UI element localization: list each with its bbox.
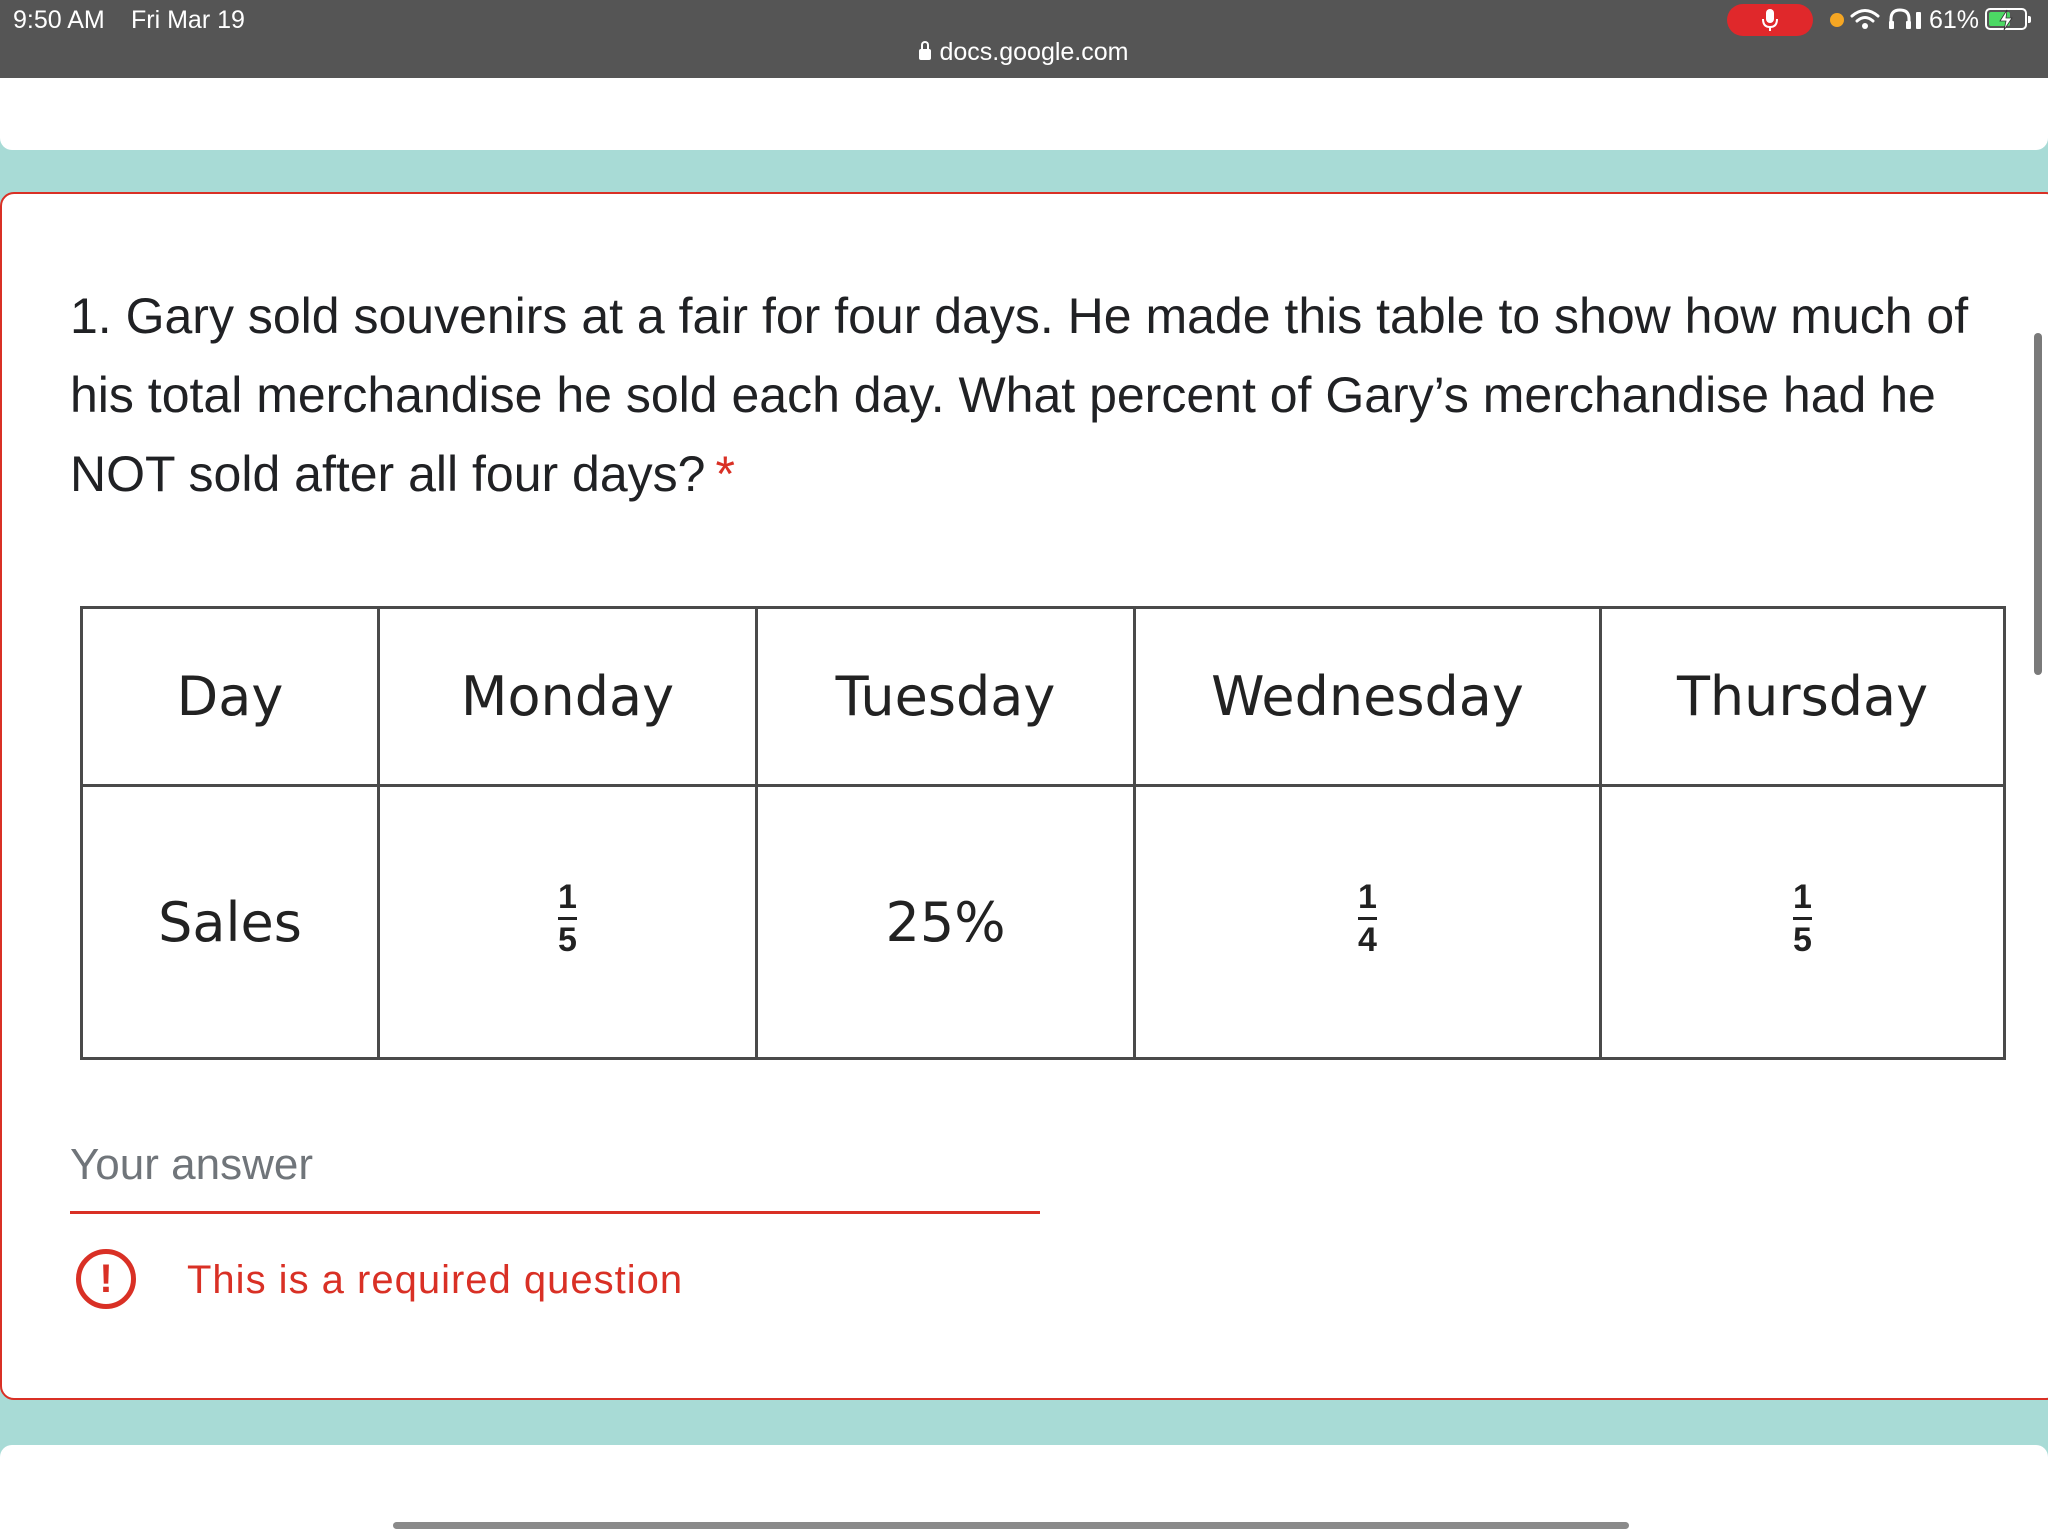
- charging-bolt-icon: [1998, 9, 2014, 31]
- privacy-dot-icon: [1830, 13, 1844, 27]
- question-text: 1. Gary sold souvenirs at a fair for four days. He made this table to show how much of his total merchandise he sold each day. What percent of Gary’s merchandise had he NOT sold after all four days?: [70, 288, 1969, 502]
- battery-nub: [2028, 16, 2031, 23]
- table-sales-row: [82, 786, 2005, 1059]
- table-cell-tuesday: Tuesday: [757, 608, 1135, 786]
- status-date: Fri Mar 19: [131, 6, 245, 34]
- table-cell-tuesday-sales: 25%: [757, 786, 1135, 1059]
- required-asterisk: *: [715, 446, 735, 502]
- fraction-numerator: 1: [1358, 878, 1377, 916]
- table-cell-thursday-sales: [1601, 786, 2005, 1059]
- table-cell-wednesday-sales: [1135, 786, 1601, 1059]
- home-indicator[interactable]: [393, 1522, 1629, 1529]
- url-text: docs.google.com: [939, 38, 1129, 66]
- address-bar[interactable]: [0, 38, 2048, 67]
- error-icon: !: [76, 1249, 136, 1309]
- fraction-numerator: 1: [1793, 878, 1812, 916]
- status-time: 9:50 AM: [13, 6, 105, 34]
- table-cell-sales-label: Sales: [82, 786, 379, 1059]
- scrollbar[interactable]: [2034, 333, 2042, 675]
- answer-underline: [70, 1211, 1040, 1214]
- status-bar: [0, 0, 2048, 78]
- fraction-denominator: 5: [1793, 917, 1812, 957]
- lock-icon: [919, 49, 931, 60]
- error-message: This is a required question: [187, 1258, 684, 1302]
- microphone-indicator: [1727, 4, 1813, 36]
- question-title: [70, 277, 1990, 514]
- fraction: [1793, 880, 1812, 957]
- headphones-icon: [1888, 8, 1924, 30]
- table-cell-thursday: Thursday: [1601, 608, 2005, 786]
- fraction-denominator: 4: [1358, 917, 1377, 957]
- table-cell-monday-sales: [379, 786, 757, 1059]
- fraction-denominator: 5: [558, 917, 577, 957]
- battery-icon: [1985, 8, 2027, 30]
- wifi-icon: [1850, 8, 1880, 30]
- answer-input[interactable]: Your answer: [70, 1140, 313, 1189]
- table-cell-day-label: Day: [82, 608, 379, 786]
- table-cell-monday: Monday: [379, 608, 757, 786]
- table-header-row: [82, 608, 2005, 786]
- fraction-numerator: 1: [558, 878, 577, 916]
- fraction: [1358, 880, 1377, 957]
- fraction: [558, 880, 577, 957]
- previous-card: [0, 78, 2048, 150]
- table-cell-wednesday: Wednesday: [1135, 608, 1601, 786]
- battery-percent: 61%: [1929, 6, 1980, 34]
- microphone-icon: [1760, 8, 1780, 32]
- sales-table: [80, 606, 2006, 1060]
